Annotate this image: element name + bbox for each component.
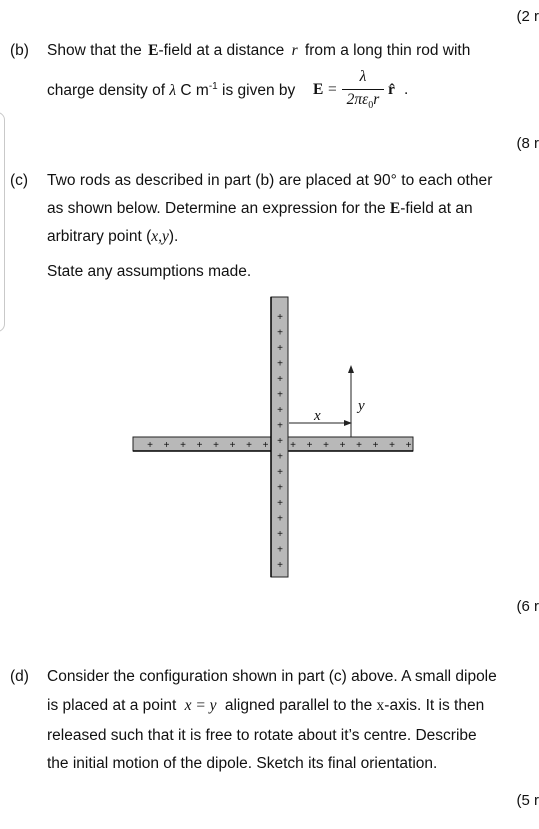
plus-sign-horizontal: + (229, 440, 236, 451)
plus-sign-vertical: + (277, 343, 283, 354)
plus-sign-horizontal: + (147, 440, 153, 451)
plus-sign-horizontal: + (262, 440, 269, 451)
plus-sign-vertical: + (277, 436, 283, 447)
plus-sign-horizontal: + (246, 440, 252, 451)
marks-d: (5 r (516, 792, 539, 809)
plus-sign-horizontal: + (372, 440, 379, 451)
r-hat: r̂ (388, 81, 395, 98)
part-d-line1: Consider the configuration shown in part (c) above. A small dipole (47, 668, 497, 685)
plus-sign-vertical: + (277, 405, 283, 416)
plus-sign-horizontal: + (196, 440, 203, 451)
plus-sign-vertical: + (277, 358, 283, 370)
plus-sign-vertical: + (277, 467, 283, 478)
plus-sign-vertical: + (277, 544, 283, 556)
marks-b: (8 r (516, 135, 539, 152)
plus-sign-vertical: + (277, 451, 283, 463)
equation-period: . (404, 81, 409, 98)
part-b-label: (b) (10, 42, 29, 59)
y-label: y (358, 398, 365, 414)
part-c-label: (c) (10, 172, 29, 189)
marks-top: (2 r (516, 8, 539, 25)
plus-sign-horizontal: + (356, 440, 362, 451)
plus-sign-vertical: + (277, 513, 283, 525)
marks-c: (6 r (516, 598, 539, 615)
part-b-line2: charge density of λ C $m^{-1}$ is given by (47, 81, 296, 100)
y-arrow-head (348, 365, 354, 373)
part-c-line2: as shown below. Determine an expression for the E-field at an (47, 200, 473, 217)
plus-sign-horizontal: + (405, 440, 412, 451)
part-c-line4: State any assumptions made. (47, 263, 252, 280)
part-d-line3: released such that it is free to rotate about it’s centre. Describe (47, 727, 477, 744)
plus-sign-vertical: + (277, 529, 283, 540)
fraction-numerator: λ (359, 68, 367, 85)
plus-sign-vertical: + (277, 482, 283, 494)
part-c-line3: arbitrary point (x,y). (47, 228, 179, 245)
part-d-line4: the initial motion of the dipole. Sketch its final orientation. (47, 755, 438, 772)
plus-sign-horizontal: + (290, 440, 296, 451)
equation-lhs: E (313, 81, 324, 98)
part-d-line2: is placed at a point x = y aligned parallel to the x-axis. It is then (47, 697, 485, 714)
plus-sign-horizontal: + (339, 440, 346, 451)
part-c-line1: Two rods as described in part (b) are placed at 90° to each other (47, 172, 493, 189)
plus-sign-vertical: + (277, 560, 283, 571)
plus-sign-horizontal: + (163, 440, 170, 451)
plus-sign-vertical: + (277, 420, 283, 432)
plus-sign-vertical: + (277, 327, 283, 339)
x-label: x (314, 408, 321, 424)
plus-sign-vertical: + (277, 374, 283, 385)
plus-sign-horizontal: + (213, 440, 219, 451)
part-b-line1: Show that the E-field at a distance r from a long thin rod with (47, 42, 471, 59)
plus-sign-horizontal: + (306, 440, 313, 451)
plus-sign-vertical: + (277, 312, 283, 323)
equation-equals: = (328, 81, 337, 98)
plus-sign-horizontal: + (180, 440, 186, 451)
plus-sign-vertical: + (277, 498, 283, 509)
plus-sign-horizontal: + (389, 440, 395, 451)
plus-sign-vertical: + (277, 389, 283, 401)
fraction-denominator: $2\pi\varepsilon_0r$ (346, 91, 380, 112)
plus-sign-horizontal: + (323, 440, 329, 451)
part-d-label: (d) (10, 668, 29, 685)
